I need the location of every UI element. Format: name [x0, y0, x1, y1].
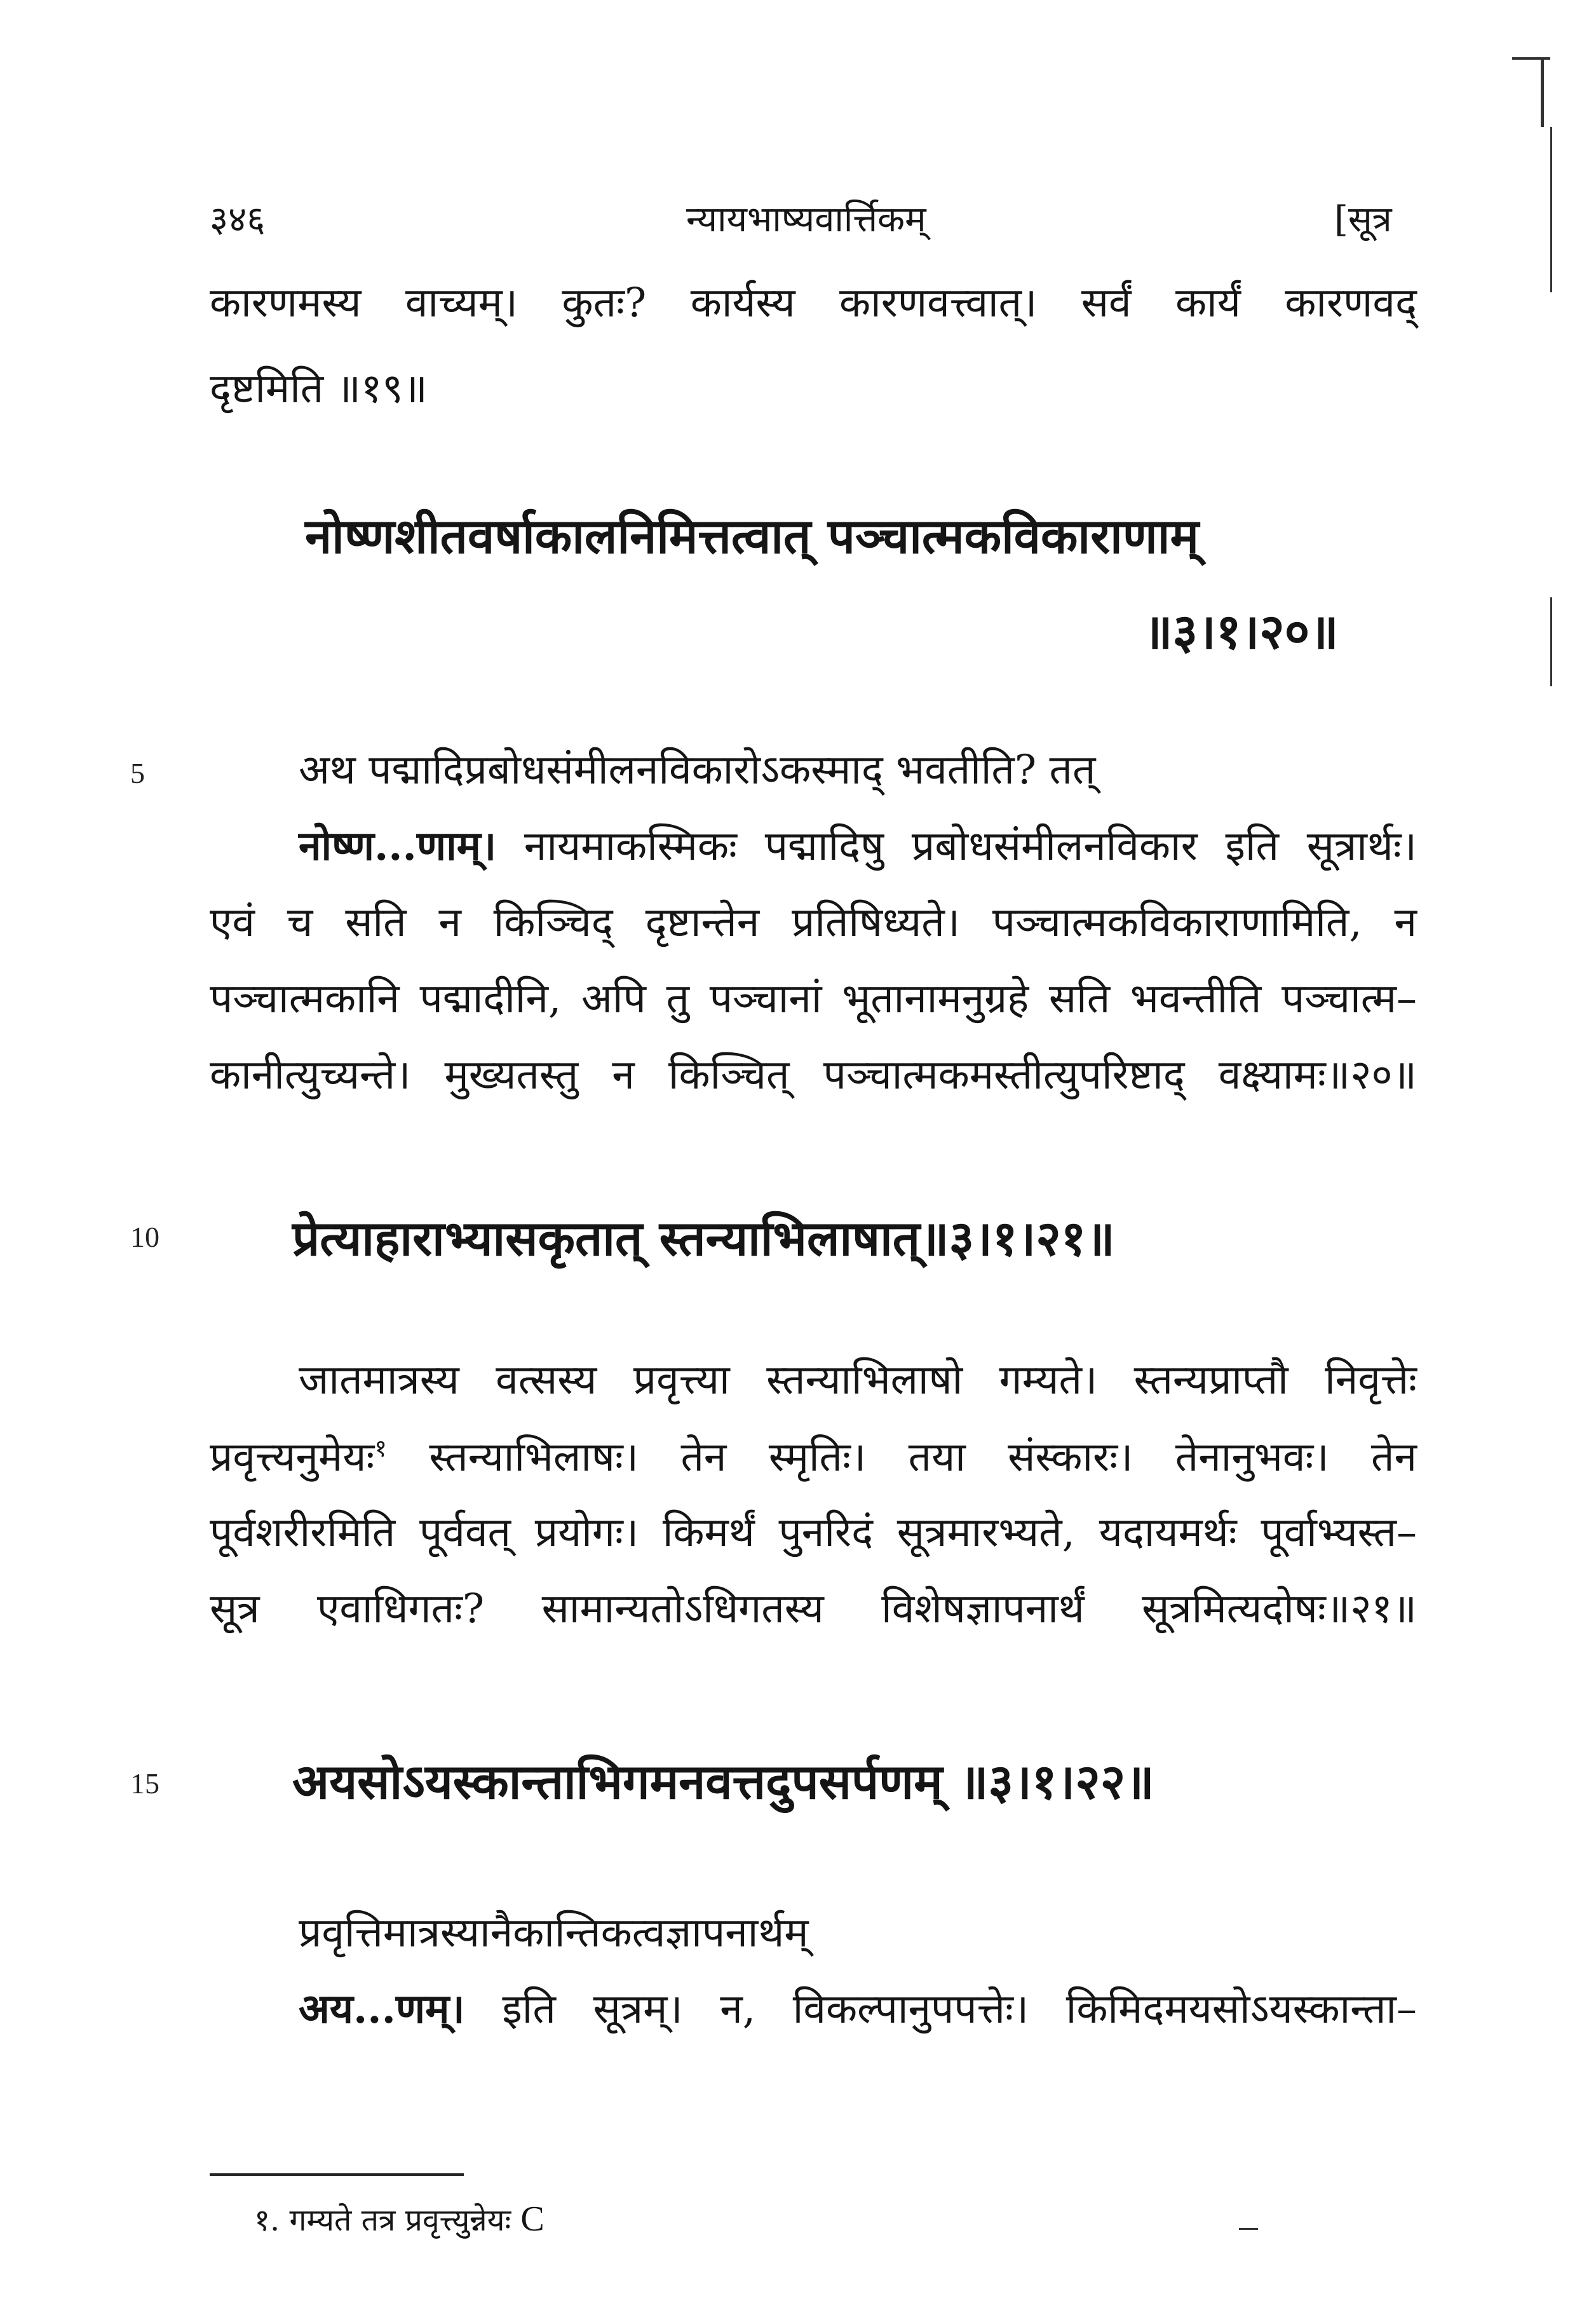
- paragraph-line: कारणमस्य वाच्यम्। कुतः? कार्यस्य कारणवत्त्वात्। सर्वं कार्यं कारणवद्: [210, 280, 1417, 327]
- sutra-heading: प्रेत्याहाराभ्यासकृतात् स्तन्याभिलाषात्॥३।१।२१॥: [292, 1210, 1115, 1266]
- paragraph-line: दृष्टमिति ॥१९॥: [210, 365, 428, 412]
- paragraph-line: कानीत्युच्यन्ते। मुख्यतस्तु न किञ्चित् पञ्चात्मकमस्तीत्युपरिष्टाद् वक्ष्यामः॥२०॥: [210, 1052, 1417, 1099]
- paragraph-text: नायमाकस्मिकः पद्मादिषु प्रबोधसंमीलनविकार इति सूत्रार्थः।: [496, 823, 1417, 870]
- paragraph-line: जातमात्रस्य वत्सस्य प्रवृत्त्या स्तन्याभिलाषो गम्यते। स्तन्यप्राप्तौ निवृत्तेः: [299, 1357, 1417, 1404]
- sutra-abbreviation: अय...णम्।: [299, 1985, 465, 2033]
- line-number: 15: [130, 1767, 159, 1800]
- section-marker: [सूत्र: [1334, 199, 1392, 240]
- paragraph-line: [299, 1985, 1417, 2033]
- page-number: ३४६: [210, 199, 266, 240]
- scan-mark: [1541, 57, 1544, 127]
- paragraph-line: प्रवृत्तिमात्रस्यानैकान्तिकत्वज्ञापनार्थम्: [299, 1910, 809, 1957]
- footnote: [254, 2199, 544, 2240]
- running-title: न्यायभाष्यवार्त्तिकम्: [686, 199, 926, 240]
- sutra-abbreviation: नोष्ण...णाम्।: [299, 822, 497, 870]
- paragraph-line: [210, 1434, 1417, 1481]
- footnote-marker: १.: [254, 2203, 280, 2238]
- scan-mark: [1550, 127, 1552, 292]
- sutra-heading: नोष्णशीतवर्षाकालनिमित्तत्वात् पञ्चात्मकविकाराणाम्: [305, 508, 1199, 564]
- scan-mark: [1239, 2228, 1258, 2230]
- paragraph-line: पञ्चात्मकानि पद्मादीनि, अपि तु पञ्चानां भूतानामनुग्रहे सति भवन्तीति पञ्चात्म–: [210, 975, 1417, 1022]
- footnote-reference: १: [374, 1434, 388, 1462]
- scan-mark: [1512, 57, 1550, 60]
- paragraph-text: स्तन्याभिलाषः। तेन स्मृतिः। तया संस्कारः। तेनानुभवः। तेन: [387, 1434, 1417, 1481]
- paragraph-line: [299, 822, 1417, 870]
- footnote-rule: [210, 2173, 464, 2176]
- paragraph-text: इति सूत्रम्। न, विकल्पानुपपत्तेः। किमिदमयसोऽयस्कान्ता–: [464, 1986, 1417, 2033]
- paragraph-line: सूत्र एवाधिगतः? सामान्यतोऽधिगतस्य विशेषज्ञापनार्थं सूत्रमित्यदोषः॥२१॥: [210, 1585, 1417, 1633]
- paragraph-text: प्रवृत्त्यनुमेयः: [210, 1434, 375, 1481]
- footnote-source: C: [520, 2199, 544, 2239]
- line-number: 5: [130, 757, 145, 789]
- line-number: 10: [130, 1221, 159, 1253]
- sutra-heading: अयसोऽयस्कान्ताभिगमनवत्तदुपसर्पणम् ॥३।१।२२॥: [292, 1753, 1154, 1810]
- scan-mark: [1550, 597, 1552, 686]
- paragraph-line: पूर्वशरीरमिति पूर्ववत् प्रयोगः। किमर्थं पुनरिदं सूत्रमारभ्यते, यदायमर्थः पूर्वाभ्यस्त–: [210, 1509, 1417, 1556]
- footnote-text: गम्यते तत्र प्रवृत्त्युन्नेयः: [289, 2203, 511, 2238]
- paragraph-line: अथ पद्मादिप्रबोधसंमीलनविकारोऽकस्माद् भवतीति? तत्: [299, 747, 1096, 794]
- sutra-number: ॥३।१।२०॥: [1144, 603, 1339, 660]
- paragraph-line: एवं च सति न किञ्चिद् दृष्टान्तेन प्रतिषिध्यते। पञ्चात्मकविकाराणामिति, न: [210, 899, 1417, 946]
